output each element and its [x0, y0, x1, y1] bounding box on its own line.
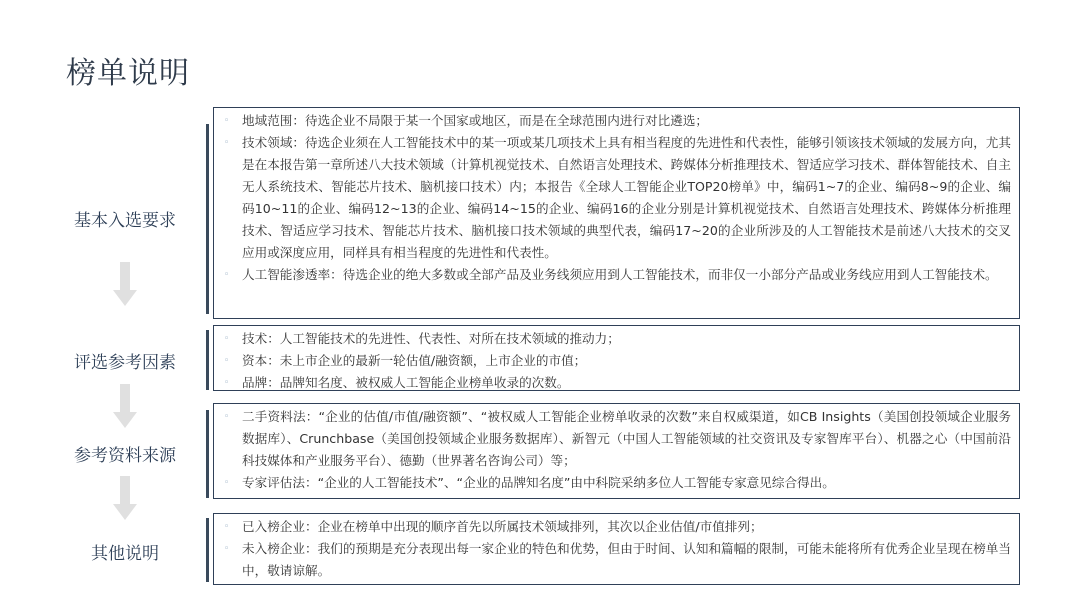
- bullet-icon: ◦: [224, 138, 230, 148]
- bullet-icon: ◦: [224, 544, 230, 554]
- bullet-icon: ◦: [224, 334, 230, 344]
- list-item: [224, 372, 1011, 394]
- item-text: 地域范围：待选企业不局限于某一个国家或地区，而是在全球范围内进行对比遴选；: [242, 113, 708, 128]
- bullet-icon: ◦: [224, 522, 230, 532]
- bullet-icon: ◦: [224, 378, 230, 388]
- down-arrow-icon: [113, 476, 137, 520]
- bullet-icon: ◦: [224, 270, 230, 280]
- down-arrow-icon: [113, 384, 137, 428]
- section-box-other-notes: [213, 513, 1020, 585]
- section-divider-line: [206, 124, 209, 314]
- item-text: 资本：未上市企业的最新一轮估值/融资额，上市企业的市值；: [242, 353, 587, 368]
- item-text: 品牌：品牌知名度、被权威人工智能企业榜单收录的次数。: [242, 375, 570, 390]
- section-divider-line: [206, 410, 209, 498]
- list-item: [224, 472, 1011, 494]
- item-text: 已入榜企业：企业在榜单中出现的顺序首先以所属技术领域排列，其次以企业估值/市值排列；: [242, 519, 763, 534]
- list-item: [224, 264, 1011, 286]
- list-item: [224, 110, 1011, 132]
- item-text: 人工智能渗透率：待选企业的绝大多数或全部产品及业务线须应用到人工智能技术，而非仅一小部分产品或业务线应用到人工智能技术。: [242, 267, 998, 282]
- list-item: [224, 516, 1011, 538]
- section-box-evaluation-factors: [213, 325, 1020, 391]
- bullet-icon: ◦: [224, 116, 230, 126]
- list-item: [224, 132, 1011, 264]
- section-label-reference-sources: 参考资料来源: [74, 446, 176, 466]
- section-divider-line: [206, 518, 209, 582]
- item-text: 未入榜企业：我们的预期是充分表现出每一家企业的特色和优势，但由于时间、认知和篇幅的限制，可能未能将所有优秀企业呈现在榜单当中，敬请谅解。: [242, 541, 1011, 578]
- section-label-evaluation-factors: 评选参考因素: [74, 353, 176, 373]
- list-item: [224, 538, 1011, 582]
- list-item: [224, 328, 1011, 350]
- item-text: 二手资料法：“企业的估值/市值/融资额”、“被权威人工智能企业榜单收录的次数”来自权威渠道，如CB Insights（美国创投领域企业服务数据库）、Crunchbase（美国创投领域企业服务数据库）、新智元（中国人工智能领域的社交资讯及专家智库平台）、机器之心（中国前沿科技媒体和产业服务平台）、德勤（世界著名咨询公司）等；: [242, 409, 1011, 468]
- page-title: 榜单说明: [66, 56, 190, 91]
- section-box-reference-sources: [213, 403, 1020, 499]
- bullet-icon: ◦: [224, 356, 230, 366]
- item-text: 专家评估法：“企业的人工智能技术”、“企业的品牌知名度”由中科院采纳多位人工智能专家意见综合得出。: [242, 475, 835, 490]
- item-text: 技术：人工智能技术的先进性、代表性、对所在技术领域的推动力；: [242, 331, 620, 346]
- section-label-other-notes: 其他说明: [91, 544, 159, 564]
- section-label-basic-requirements: 基本入选要求: [74, 211, 176, 231]
- bullet-icon: ◦: [224, 478, 230, 488]
- list-item: [224, 406, 1011, 472]
- section-divider-line: [206, 330, 209, 390]
- section-box-basic-requirements: [213, 107, 1020, 319]
- down-arrow-icon: [113, 262, 137, 306]
- bullet-icon: ◦: [224, 412, 230, 422]
- item-text: 技术领域：待选企业须在人工智能技术中的某一项或某几项技术上具有相当程度的先进性和代表性，能够引领该技术领域的发展方向，尤其是在本报告第一章所述八大技术领域（计算机视觉技术、自然语言处理技术、跨媒体分析推理技术、智适应学习技术、群体智能技术、自主无人系统技术、智能芯片技术、脑机接口技术）内；本报告《全球人工智能企业TOP20榜单》中，编码1~7的企业、编码8~9的企业、编码10~11的企业、编码12~13的企业、编码14~15的企业、编码16的企业分别是计算机视觉技术、自然语言处理技术、跨媒体分析推理技术、智适应学习技术、智能芯片技术、脑机接口技术领域的典型代表，编码17~20的企业所涉及的人工智能技术是前述八大技术的交叉应用或深度应用，同样具有相当程度的先进性和代表性。: [242, 135, 1011, 260]
- list-item: [224, 350, 1011, 372]
